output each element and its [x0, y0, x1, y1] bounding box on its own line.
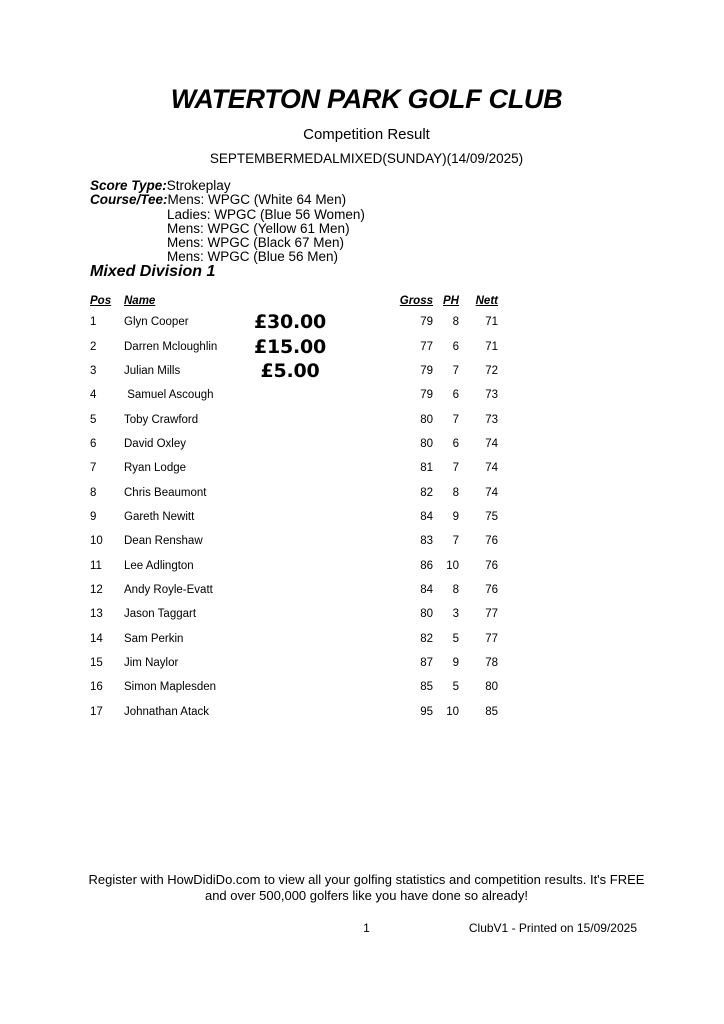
row-gross: 80: [420, 608, 433, 621]
competition-name: SEPTEMBERMEDALMIXED(SUNDAY)(14/09/2025): [209, 151, 524, 166]
row-nett: 77: [485, 632, 498, 645]
row-player-name: Julian Mills: [124, 364, 181, 377]
row-position: 7: [90, 462, 97, 475]
course-tee-value: Mens: WPGC (Blue 56 Men): [167, 249, 339, 265]
course-tee-value: Ladies: WPGC (Blue 56 Women): [167, 206, 365, 222]
row-player-name: Sam Perkin: [124, 632, 184, 645]
table-row: [90, 651, 498, 675]
table-row: [90, 407, 498, 431]
row-gross: 79: [420, 364, 433, 377]
row-nett: 85: [485, 705, 498, 718]
results-rows: [90, 310, 498, 724]
row-ph: 6: [452, 340, 459, 353]
results-table: [90, 295, 498, 724]
row-player-name: Lee Adlington: [124, 559, 194, 572]
row-position: 10: [90, 535, 103, 548]
course-tee-value: Mens: WPGC (Yellow 61 Men): [167, 220, 350, 236]
row-gross: 84: [420, 583, 433, 596]
score-type-label: Score Type:: [90, 178, 167, 193]
row-nett: 76: [485, 583, 498, 596]
score-type-value: Strokeplay: [166, 178, 231, 193]
row-ph: 6: [452, 389, 459, 402]
table-row: [90, 480, 498, 504]
row-nett: 73: [485, 413, 498, 426]
row-gross: 84: [420, 510, 433, 523]
row-player-name: Gareth Newitt: [124, 510, 195, 523]
row-nett: 74: [485, 437, 498, 450]
club-title: WATERTON PARK GOLF CLUB: [170, 84, 563, 114]
row-gross: 86: [420, 559, 433, 572]
table-row: [90, 359, 498, 383]
row-ph: 6: [452, 437, 459, 450]
row-player-name: Jason Taggart: [124, 608, 197, 621]
row-gross: 79: [420, 316, 433, 329]
row-prize: £15.00: [253, 335, 327, 358]
competition-meta: [90, 179, 365, 265]
row-nett: 74: [485, 486, 498, 499]
row-gross: 80: [420, 413, 433, 426]
column-header-pos: Pos: [90, 295, 112, 307]
row-gross: 83: [420, 535, 433, 548]
row-ph: 8: [452, 316, 459, 329]
row-nett: 80: [485, 681, 498, 694]
row-position: 16: [90, 681, 103, 694]
row-player-name: Dean Renshaw: [124, 535, 203, 548]
row-position: 8: [90, 486, 97, 499]
table-row: [90, 529, 498, 553]
row-nett: 76: [485, 535, 498, 548]
row-position: 12: [90, 583, 103, 596]
row-ph: 5: [452, 632, 459, 645]
row-nett: 78: [485, 656, 498, 669]
row-gross: 95: [420, 705, 433, 718]
row-ph: 3: [452, 608, 459, 621]
division-title: Mixed Division 1: [90, 263, 216, 280]
table-row: [90, 578, 498, 602]
table-row: [90, 456, 498, 480]
row-gross: 85: [420, 681, 433, 694]
row-ph: 8: [452, 583, 459, 596]
row-player-name: Simon Maplesden: [124, 681, 217, 694]
row-gross: 77: [420, 340, 433, 353]
row-player-name: Andy Royle-Evatt: [124, 583, 213, 596]
report-title: Competition Result: [303, 126, 430, 143]
column-header-ph: PH: [443, 295, 459, 307]
row-position: 17: [90, 705, 103, 718]
table-row: [90, 553, 498, 577]
row-position: 15: [90, 656, 103, 669]
row-prize: £5.00: [260, 359, 320, 382]
row-ph: 7: [452, 364, 459, 377]
column-header-gross: Gross: [399, 295, 433, 307]
row-position: 5: [90, 413, 97, 426]
row-player-name: Jim Naylor: [124, 656, 179, 669]
report-header: [90, 84, 643, 166]
promo-line: and over 500,000 golfers like you have done so already!: [204, 888, 529, 903]
row-gross: 87: [420, 656, 433, 669]
row-ph: 10: [446, 559, 459, 572]
row-nett: 74: [485, 462, 498, 475]
row-nett: 77: [485, 608, 498, 621]
row-ph: 5: [452, 681, 459, 694]
row-position: 4: [90, 389, 97, 402]
table-row: [90, 700, 498, 724]
row-nett: 71: [485, 340, 498, 353]
row-gross: 80: [420, 437, 433, 450]
page-number: 1: [363, 921, 370, 935]
row-ph: 8: [452, 486, 459, 499]
column-header-name: Name: [124, 295, 156, 307]
table-row: [90, 626, 498, 650]
row-ph: 9: [452, 510, 459, 523]
row-ph: 7: [452, 535, 459, 548]
row-player-name: Chris Beaumont: [124, 486, 207, 499]
row-player-name: Ryan Lodge: [124, 462, 187, 475]
table-header-row: [90, 295, 498, 308]
table-row: [90, 383, 498, 407]
row-ph: 7: [452, 413, 459, 426]
table-row: [90, 310, 498, 334]
row-nett: 73: [485, 389, 498, 402]
row-position: 3: [90, 364, 97, 377]
row-player-name: Johnathan Atack: [124, 705, 210, 718]
row-player-name: Samuel Ascough: [124, 389, 214, 402]
row-position: 11: [90, 559, 102, 572]
course-tee-line: [90, 193, 365, 207]
row-position: 6: [90, 437, 97, 450]
row-gross: 82: [420, 486, 433, 499]
row-nett: 75: [485, 510, 498, 523]
row-gross: 81: [420, 462, 433, 475]
table-row: [90, 334, 498, 358]
row-nett: 72: [485, 364, 498, 377]
row-ph: 9: [452, 656, 459, 669]
table-row: [90, 675, 498, 699]
course-tee-label: Course/Tee:: [90, 192, 168, 208]
row-nett: 71: [485, 316, 498, 329]
row-gross: 79: [420, 389, 433, 402]
row-player-name: David Oxley: [124, 437, 186, 450]
row-player-name: Toby Crawford: [124, 413, 199, 426]
table-row: [90, 505, 498, 529]
course-tee-value: Mens: WPGC (Black 67 Men): [167, 235, 345, 251]
row-player-name: Glyn Cooper: [124, 316, 189, 329]
row-gross: 82: [420, 632, 433, 645]
row-position: 13: [90, 608, 103, 621]
table-row: [90, 602, 498, 626]
page-footer: [90, 921, 643, 935]
row-player-name: Darren Mcloughlin: [124, 340, 218, 353]
row-position: 14: [90, 632, 103, 645]
column-header-prize: [250, 295, 330, 308]
row-position: 2: [90, 340, 97, 353]
promo-line: Register with HowDidiDo.com to view all your golfing statistics and competition results. It's FREE: [88, 872, 645, 887]
course-tee-value: Mens: WPGC (White 64 Men): [167, 192, 347, 208]
score-type-line: [90, 179, 365, 193]
table-row: [90, 432, 498, 456]
promo-footer: [60, 872, 673, 904]
row-nett: 76: [485, 559, 498, 572]
printed-info: ClubV1 - Printed on 15/09/2025: [468, 921, 637, 935]
row-position: 1: [90, 316, 97, 329]
row-ph: 7: [452, 462, 459, 475]
column-header-nett: Nett: [475, 295, 498, 307]
row-position: 9: [90, 510, 97, 523]
row-prize: £30.00: [253, 311, 327, 334]
row-ph: 10: [446, 705, 459, 718]
